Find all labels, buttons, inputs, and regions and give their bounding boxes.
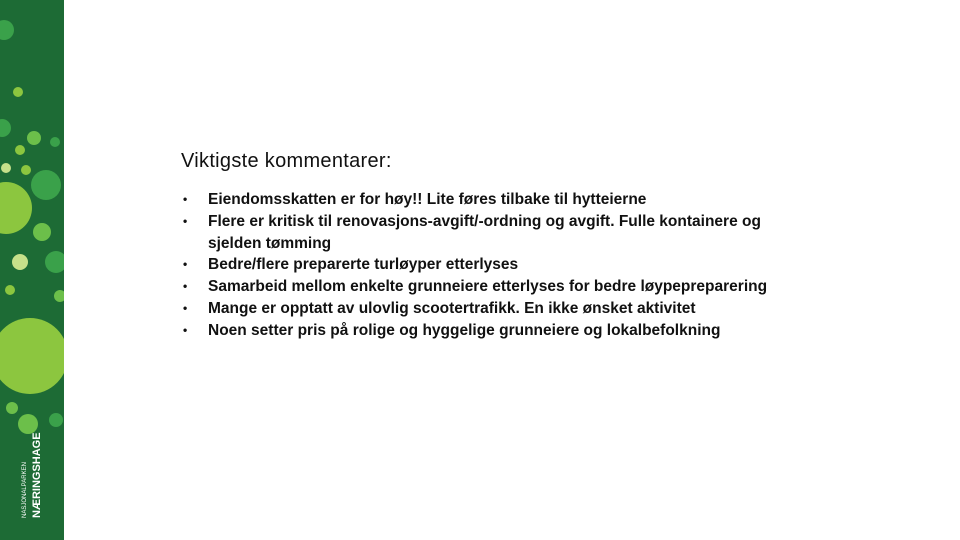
slide-content [181,150,801,342]
bullet-icon: • [183,213,188,228]
naeringshage-logo [16,420,48,520]
list-item [181,276,801,298]
list-item [181,320,801,342]
list-item [181,298,801,320]
list-item [181,254,801,276]
logo-small-text: NASJONALPARKEN [22,462,28,518]
list-item-text: Flere er kritisk til renovasjons-avgift/-ordning og avgift. Fulle kontainere og sjelden tømming [208,212,761,252]
decorative-sidebar [0,0,64,540]
bullet-icon: • [183,279,188,294]
list-item-text: Eiendomsskatten er for høy!! Lite føres tilbake til hytteierne [208,191,647,208]
logo-text [16,420,48,520]
logo-large-text: NÆRINGSHAGE [31,432,43,518]
bullet-icon: • [183,257,188,272]
list-item [181,189,801,211]
bullet-icon: • [183,192,188,206]
slide-heading: Viktigste kommentarer: [181,150,392,172]
list-item-text: Bedre/flere preparerte turløyper etterlyses [208,256,519,274]
bullet-icon: • [183,300,188,315]
bullet-icon: • [183,322,188,337]
list-item-text: Mange er opptatt av ulovlig scootertrafikk. En ikke ønsket aktivitet [208,299,696,317]
comments-list [181,189,801,342]
list-item-text: Samarbeid mellom enkelte grunneiere etterlyses for bedre løypepreparering [208,278,768,296]
list-item-text: Noen setter pris på rolige og hyggelige grunneiere og lokalbefolkning [208,321,721,339]
list-item [181,211,801,255]
